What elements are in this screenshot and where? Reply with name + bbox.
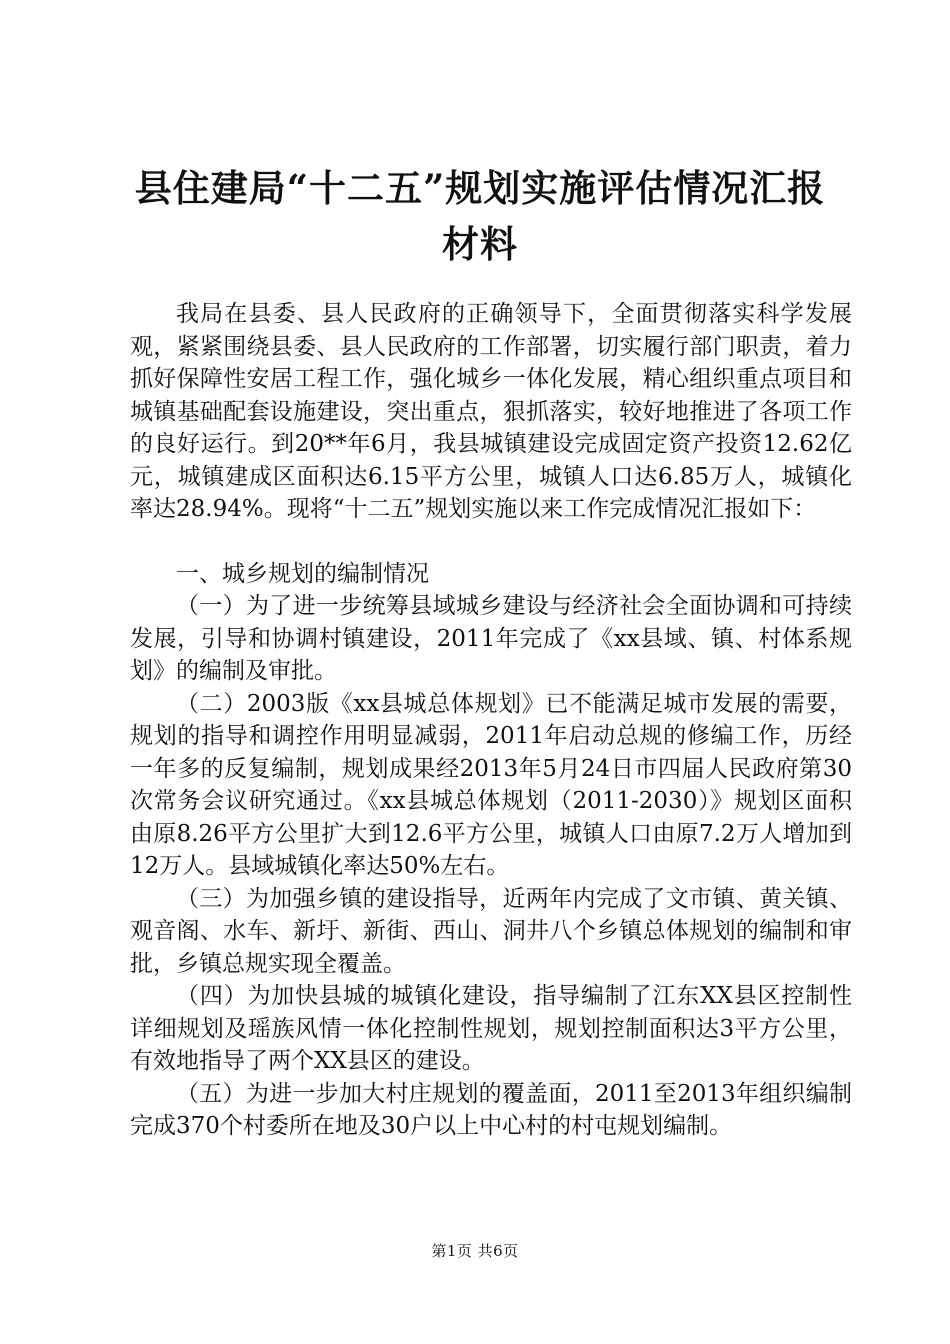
list-item-1: （一）为了进一步统筹县域城乡建设与经济社会全面协调和可持续发展，引导和协调村镇建设，2011年完成了《xx县域、镇、村体系规划》的编制及审批。 (130, 593, 852, 684)
list-item-2: （二）2003版《xx县城总体规划》已不能满足城市发展的需要，规划的指导和调控作用明显减弱，2011年启动总规的修编工作，历经一年多的反复编制，规划成果经2013年5月24日市四届人民政府第30次常务会议研究通过。《xx县城总体规划（2011-2030）》规划区面积由原8.26平方公里扩大到12.6平方公里，城镇人口由原7.2万人增加到12万人。县域城镇化率达50%左右。 (130, 690, 852, 879)
document-title: 县住建局“十二五”规划实施评估情况汇报材料 (134, 166, 826, 266)
list-item-5: （五）为进一步加大村庄规划的覆盖面，2011至2013年组织编制完成370个村委所在地及30户以上中心村的村屯规划编制。 (130, 1080, 852, 1139)
document-body (130, 298, 852, 1143)
intro-paragraph: 我局在县委、县人民政府的正确领导下，全面贯彻落实科学发展观，紧紧围绕县委、县人民政府的工作部署，切实履行部门职责，着力抓好保障性安居工程工作，强化城乡一体化发展，精心组织重点项目和城镇基础配套设施建设，突出重点，狠抓落实，较好地推进了各项工作的良好运行。到20**年6月，我县城镇建设完成固定资产投资12.62亿元，城镇建成区面积达6.15平方公里，城镇人口达6.85万人，城镇化率达28.94%。现将“十二五”规划实施以来工作完成情况汇报如下： (130, 301, 852, 522)
list-item-3: （三）为加强乡镇的建设指导，近两年内完成了文市镇、黄关镇、观音阁、水车、新圩、新街、西山、洞井八个乡镇总体规划的编制和审批，乡镇总规实现全覆盖。 (130, 885, 852, 977)
page-number-footer: 第1页 共6页 (431, 1242, 519, 1260)
list-item-4: （四）为加快县城的城镇化建设，指导编制了江东XX县区控制性详细规划及瑶族风情一体化控制性规划，规划控制面积达3平方公里，有效地指导了两个XX县区的建设。 (130, 983, 852, 1074)
section-heading: 一、城乡规划的编制情况 (176, 560, 429, 587)
